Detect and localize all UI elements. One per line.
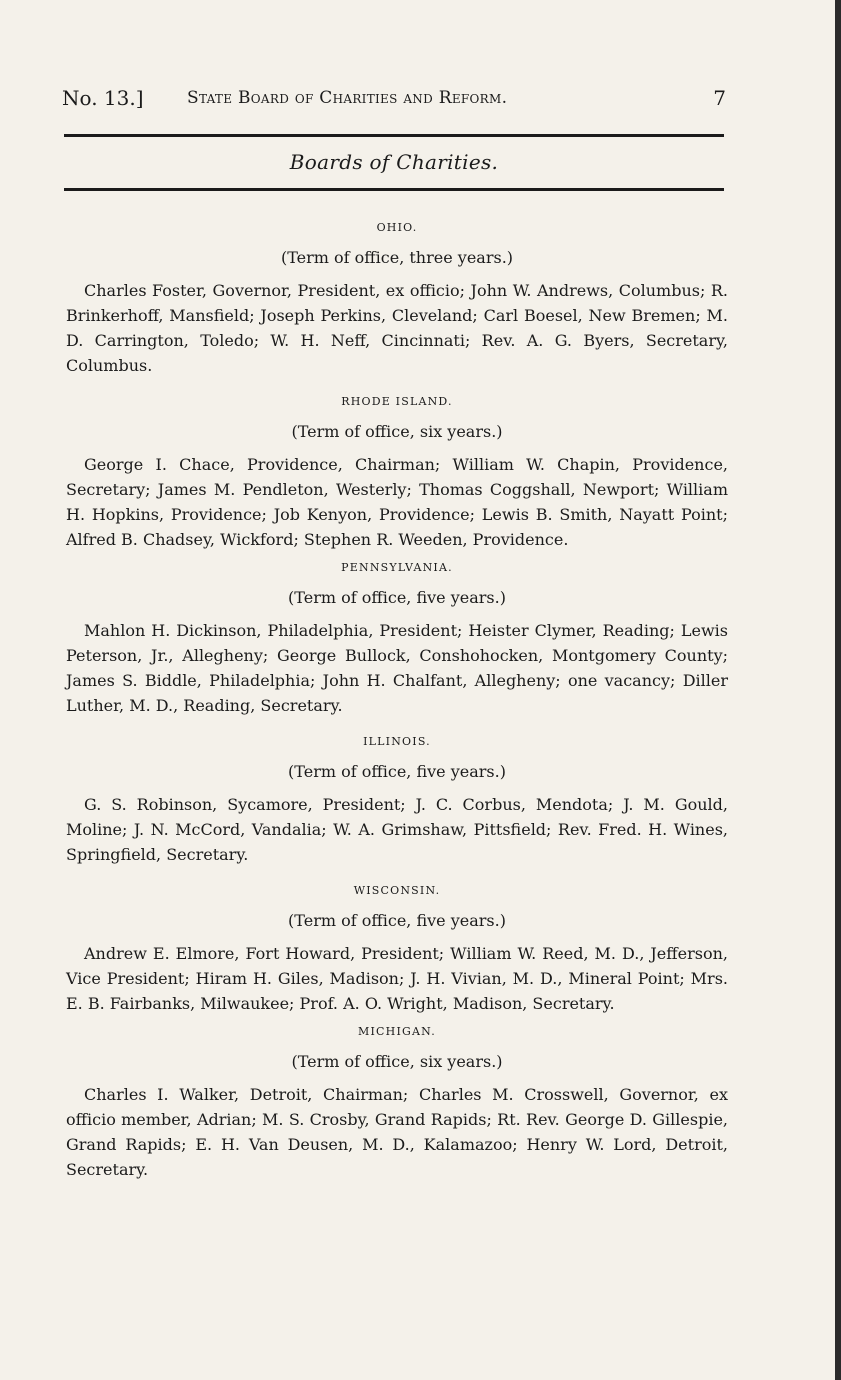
section-title: Boards of Charities. xyxy=(289,150,499,174)
state-section-pennsylvania xyxy=(66,558,728,718)
top-rule xyxy=(64,134,724,137)
term-of-office: (Term of office, six years.) xyxy=(291,422,503,441)
bottom-rule xyxy=(64,188,724,191)
state-heading: WISCONSIN. xyxy=(353,884,441,897)
boards-list xyxy=(66,218,728,1182)
state-heading: PENNSYLVANIA. xyxy=(341,561,453,574)
term-of-office: (Term of office, five years.) xyxy=(288,588,506,607)
members-paragraph: G. S. Robinson, Sycamore, President; J. C. Corbus, Mendota; J. M. Gould, Moline; J. N. McCord, Vandalia; W. A. Grimshaw, Pittsfield; Rev. Fred. H. Wines, Springfield, Secretary. xyxy=(66,795,728,864)
running-head-title: State Board of Charities and Reform. xyxy=(187,88,508,108)
members-paragraph: Andrew E. Elmore, Fort Howard, President; William W. Reed, M. D., Jefferson, Vice President; Hiram H. Giles, Madison; J. H. Vivian, M. D., Mineral Point; Mrs. E. B. Fairbanks, Milwaukee; Prof. A. O. Wright, Madison, Secretary. xyxy=(66,944,728,1013)
members-paragraph: George I. Chace, Providence, Chairman; William W. Chapin, Providence, Secretary; James M. Pendleton, Westerly; Thomas Coggshall, Newport; William H. Hopkins, Providence; Job Kenyon, Providence; Lewis B. Smith, Nayatt Point; Alfred B. Chadsey, Wickford; Stephen R. Weeden, Providence. xyxy=(66,455,728,549)
members-paragraph: Charles I. Walker, Detroit, Chairman; Charles M. Crosswell, Governor, ex officio member, Adrian; M. S. Crosby, Grand Rapids; Rt. Rev. George D. Gillespie, Grand Rapids; E. H. Van Deusen, M. D., Kalamazoo; Henry W. Lord, Detroit, Secretary. xyxy=(66,1085,728,1179)
state-section-ohio xyxy=(66,218,728,378)
state-section-michigan xyxy=(66,1022,728,1182)
term-of-office: (Term of office, five years.) xyxy=(288,911,506,930)
state-section-illinois xyxy=(66,732,728,867)
state-section-rhode-island xyxy=(66,392,728,552)
state-heading: MICHIGAN. xyxy=(358,1025,436,1038)
term-of-office: (Term of office, six years.) xyxy=(291,1052,503,1071)
state-heading: RHODE ISLAND. xyxy=(341,395,453,408)
state-heading: ILLINOIS. xyxy=(363,735,431,748)
page-number: 7 xyxy=(713,86,726,110)
document-number: No. 13.] xyxy=(62,86,144,110)
members-paragraph: Charles Foster, Governor, President, ex officio; John W. Andrews, Columbus; R. Brinkerhoff, Mansfield; Joseph Perkins, Cleveland; Carl Boesel, New Bremen; M. D. Carrington, Toledo; W. H. Neff, Cincinnati; Rev. A. G. Byers, Secretary, Columbus. xyxy=(66,281,728,375)
members-paragraph: Mahlon H. Dickinson, Philadelphia, President; Heister Clymer, Reading; Lewis Peterson, Jr., Allegheny; George Bullock, Conshohocken, Montgomery County; James S. Biddle, Philadelphia; John H. Chalfant, Allegheny; one vacancy; Diller Luther, M. D., Reading, Secretary. xyxy=(66,621,728,715)
state-heading: OHIO. xyxy=(376,221,418,234)
state-section-wisconsin xyxy=(66,881,728,1016)
term-of-office: (Term of office, three years.) xyxy=(280,248,514,267)
running-head xyxy=(62,86,726,116)
term-of-office: (Term of office, five years.) xyxy=(288,762,506,781)
page-edge-shadow xyxy=(835,0,841,1380)
